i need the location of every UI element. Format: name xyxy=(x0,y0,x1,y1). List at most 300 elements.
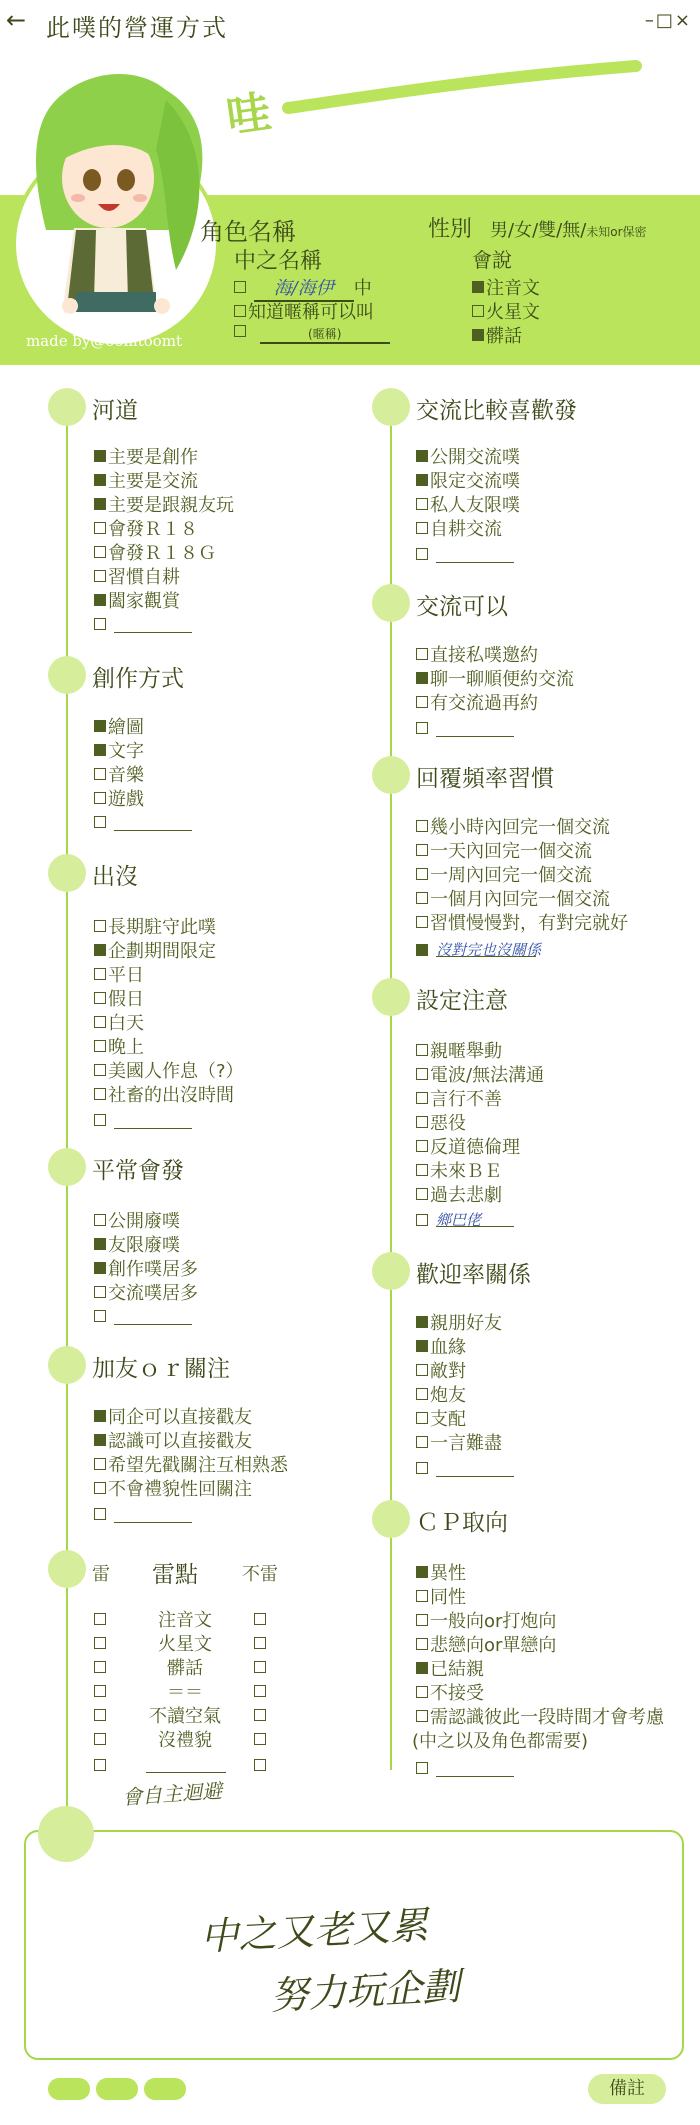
section-dot xyxy=(48,1346,86,1384)
checkbox[interactable] xyxy=(416,1164,428,1176)
trigger-label: ＝＝ xyxy=(167,1682,203,1703)
checklist-blank-item[interactable] xyxy=(416,718,514,742)
checkbox[interactable] xyxy=(94,474,106,486)
checkbox[interactable] xyxy=(416,844,428,856)
checkbox[interactable] xyxy=(94,498,106,510)
trigger-yes-checkbox[interactable] xyxy=(94,1637,106,1649)
speak-item xyxy=(472,274,540,300)
checkbox[interactable] xyxy=(94,768,106,780)
item-label: 直接私噗邀約 xyxy=(430,645,538,666)
trigger-yes-checkbox[interactable] xyxy=(94,1759,106,1771)
checklist-item[interactable] xyxy=(416,1040,502,1064)
checklist-item[interactable] xyxy=(94,446,198,470)
checklist-item[interactable] xyxy=(416,1312,502,1336)
speak-checkbox[interactable] xyxy=(472,305,484,317)
checklist-item[interactable] xyxy=(416,1408,466,1432)
checkbox[interactable] xyxy=(94,944,106,956)
section-dot xyxy=(372,584,410,622)
checklist-item[interactable] xyxy=(94,1454,288,1478)
checkbox[interactable] xyxy=(94,720,106,732)
item-label: 一般向or打炮向 xyxy=(430,1611,557,1632)
checkbox[interactable] xyxy=(416,1436,428,1448)
page-pill[interactable] xyxy=(48,2078,90,2100)
trigger-label: 注音文 xyxy=(158,1610,212,1631)
checklist-item[interactable] xyxy=(94,542,216,566)
checkbox[interactable] xyxy=(94,1458,106,1470)
nickname-checkbox[interactable] xyxy=(234,305,246,317)
page-pill[interactable] xyxy=(144,2078,186,2100)
checklist-blank-item[interactable] xyxy=(416,544,514,568)
section-dot xyxy=(372,756,410,794)
checklist-item[interactable] xyxy=(416,1160,502,1184)
gender-label: 性別 xyxy=(428,217,473,242)
checkbox[interactable] xyxy=(94,1040,106,1052)
checkbox[interactable] xyxy=(416,696,428,708)
trigger-row xyxy=(94,1730,108,1751)
blank-line xyxy=(114,618,192,633)
back-arrow-icon[interactable]: ← xyxy=(6,6,27,34)
checklist-item[interactable] xyxy=(416,1682,484,1706)
section-dot xyxy=(372,978,410,1016)
item-label: 一言難盡 xyxy=(430,1433,502,1454)
checklist-item[interactable] xyxy=(416,1384,466,1408)
item-label: 聊一聊順便約交流 xyxy=(430,669,574,690)
checklist-item[interactable] xyxy=(416,1610,556,1634)
blank-line xyxy=(436,548,514,563)
blank-line xyxy=(436,722,514,737)
checklist-item[interactable] xyxy=(416,1360,466,1384)
trigger-label: 不讀空氣 xyxy=(149,1706,221,1727)
checkbox[interactable] xyxy=(94,594,106,606)
checklist-item[interactable] xyxy=(94,566,180,590)
item-label: 主要是創作 xyxy=(108,447,198,468)
trigger-yes-checkbox[interactable] xyxy=(94,1613,106,1625)
checklist-item[interactable] xyxy=(94,518,198,542)
checklist-blank-item[interactable] xyxy=(94,1110,192,1134)
handwritten-note: 鄉巴佬 xyxy=(436,1211,482,1229)
trigger-no-checkbox[interactable] xyxy=(254,1759,266,1771)
checkbox[interactable] xyxy=(94,1434,106,1446)
trigger-row xyxy=(94,1658,108,1679)
item-label: 自耕交流 xyxy=(430,519,502,540)
item-label: 幾小時內回完一個交流 xyxy=(430,817,610,838)
checklist-item[interactable] xyxy=(416,1432,502,1456)
blank-line xyxy=(436,941,542,959)
checklist-item[interactable] xyxy=(416,1658,484,1682)
checklist-item[interactable] xyxy=(416,692,538,716)
checkbox[interactable] xyxy=(416,1388,428,1400)
checklist-item[interactable] xyxy=(94,590,180,614)
credit-line: made by@oomtoomt xyxy=(25,332,183,350)
trigger-col-right: 不雷 xyxy=(242,1564,278,1585)
checkbox[interactable] xyxy=(416,820,428,832)
item-label: 公開廢噗 xyxy=(108,1211,180,1232)
trigger-row xyxy=(94,1706,108,1727)
checkbox[interactable] xyxy=(416,722,428,734)
item-label: 會發Ｒ１８Ｇ xyxy=(108,543,216,564)
checklist-blank-item[interactable] xyxy=(416,1758,514,1782)
cp-extra-note: (中之以及角色都需要) xyxy=(412,1731,589,1752)
section-title-post: 平常會發 xyxy=(92,1158,184,1184)
checklist-blank-item[interactable] xyxy=(94,1504,192,1528)
section-dot xyxy=(372,1500,410,1538)
checklist-item[interactable] xyxy=(94,1406,252,1430)
checkbox[interactable] xyxy=(94,1508,106,1520)
speak-label-text: 髒話 xyxy=(486,326,522,347)
checkbox[interactable] xyxy=(94,1238,106,1250)
nickname-row xyxy=(234,298,374,324)
item-label: 音樂 xyxy=(108,765,144,786)
checkbox[interactable] xyxy=(416,522,428,534)
trigger-row xyxy=(94,1682,108,1703)
checklist-item[interactable] xyxy=(94,1084,234,1108)
blank-line xyxy=(436,1212,514,1227)
checklist-blank-item[interactable] xyxy=(94,1306,192,1330)
item-label: 反道德倫理 xyxy=(430,1137,520,1158)
section-title-interact: 交流比較喜歡發 xyxy=(416,398,577,424)
checkbox[interactable] xyxy=(416,1214,428,1226)
item-label: 平日 xyxy=(108,965,144,986)
checklist-item[interactable] xyxy=(416,912,628,936)
left-timeline xyxy=(66,410,68,1810)
item-label: 文字 xyxy=(108,741,144,762)
checklist-item[interactable] xyxy=(94,1478,252,1502)
checkbox[interactable] xyxy=(94,522,106,534)
trigger-row xyxy=(254,1730,268,1751)
trigger-row xyxy=(94,1756,108,1777)
item-label: 美國人作息（?） xyxy=(108,1061,244,1082)
item-label: 敵對 xyxy=(430,1361,466,1382)
checklist-item[interactable] xyxy=(94,740,144,764)
item-label: 闔家觀賞 xyxy=(108,591,180,612)
checkbox[interactable] xyxy=(416,1412,428,1424)
checklist-item[interactable] xyxy=(416,840,592,864)
item-label: 支配 xyxy=(430,1409,466,1430)
trigger-row xyxy=(254,1706,268,1727)
item-label: 社畜的出沒時間 xyxy=(108,1085,234,1106)
checklist-blank-item[interactable] xyxy=(94,812,192,836)
checklist-item[interactable] xyxy=(416,816,610,840)
checklist-item[interactable] xyxy=(94,788,144,812)
checkbox[interactable] xyxy=(416,1316,428,1328)
trigger-no-checkbox[interactable] xyxy=(254,1709,266,1721)
item-label: 主要是跟親友玩 xyxy=(108,495,234,516)
speak-item xyxy=(472,322,522,348)
item-label: 需認識彼此一段時間才會考慮 xyxy=(430,1707,664,1728)
item-label: 親暱舉動 xyxy=(430,1041,502,1062)
item-label: 繪圖 xyxy=(108,717,144,738)
checklist-item[interactable] xyxy=(94,716,144,740)
checkbox[interactable] xyxy=(94,546,106,558)
checklist-item[interactable] xyxy=(416,668,574,692)
item-label: 公開交流噗 xyxy=(430,447,520,468)
checkbox[interactable] xyxy=(416,474,428,486)
checklist-item[interactable] xyxy=(416,518,502,542)
item-label: 血緣 xyxy=(430,1337,466,1358)
section-dot xyxy=(48,656,86,694)
memo-text-line: 中之又老又累 xyxy=(199,1903,430,1959)
checkbox[interactable] xyxy=(94,792,106,804)
gender-extra-text: 未知or保密 xyxy=(586,225,647,239)
speak-checkbox[interactable] xyxy=(472,281,484,293)
section-title-cp: ＣＰ取向 xyxy=(416,1510,508,1536)
item-label: 私人友限噗 xyxy=(430,495,520,516)
nickname-blank-checkbox[interactable] xyxy=(234,325,246,337)
blank-line xyxy=(436,1462,514,1477)
checkbox[interactable] xyxy=(416,944,428,956)
checkbox[interactable] xyxy=(416,868,428,880)
checklist-item[interactable] xyxy=(416,470,520,494)
checkbox[interactable] xyxy=(416,1662,428,1674)
trigger-row xyxy=(254,1756,268,1777)
checkbox[interactable] xyxy=(94,1214,106,1226)
page-title: 此噗的營運方式 xyxy=(46,14,228,42)
item-label: 晚上 xyxy=(108,1037,144,1058)
checklist-item[interactable] xyxy=(416,888,610,912)
checklist-item[interactable] xyxy=(94,940,216,964)
trigger-col-left: 雷 xyxy=(92,1564,110,1585)
item-label: 親朋好友 xyxy=(430,1313,502,1334)
checkbox[interactable] xyxy=(94,1310,106,1322)
trigger-yes-checkbox[interactable] xyxy=(94,1661,106,1673)
checkbox[interactable] xyxy=(416,1590,428,1602)
checklist-blank-item[interactable] xyxy=(94,614,192,638)
item-label: 假日 xyxy=(108,989,144,1010)
trigger-no-checkbox[interactable] xyxy=(254,1661,266,1673)
trigger-blank-line xyxy=(146,1756,226,1773)
checkbox[interactable] xyxy=(94,570,106,582)
oc-name-value: 海/海伊 xyxy=(254,274,354,302)
checklist-item[interactable] xyxy=(94,764,144,788)
checkbox[interactable] xyxy=(416,892,428,904)
memo-dot xyxy=(38,1806,94,1862)
item-label: 悲戀向or單戀向 xyxy=(430,1635,557,1656)
item-label: 希望先戳關注互相熟悉 xyxy=(108,1455,288,1476)
checkbox[interactable] xyxy=(416,1188,428,1200)
checklist-item[interactable] xyxy=(94,1258,198,1282)
section-title-triggers: 雷點 xyxy=(152,1562,198,1588)
checklist-item[interactable] xyxy=(416,1088,502,1112)
checkbox[interactable] xyxy=(94,1064,106,1076)
checkbox[interactable] xyxy=(416,1638,428,1650)
section-dot xyxy=(48,1550,86,1588)
checklist-item[interactable] xyxy=(94,1036,144,1060)
top-bar xyxy=(0,0,700,44)
checkbox[interactable] xyxy=(94,1262,106,1274)
gender-options-text: 男/女/雙/無/ xyxy=(490,220,587,241)
checklist-item[interactable] xyxy=(94,470,198,494)
checkbox[interactable] xyxy=(94,968,106,980)
checklist-item[interactable] xyxy=(94,1012,144,1036)
checklist-item[interactable] xyxy=(416,446,520,470)
oc-name-label: 中之名稱 xyxy=(234,249,323,274)
window-controls-icon[interactable]: –□× xyxy=(644,10,692,31)
checklist-item[interactable] xyxy=(94,1234,180,1258)
section-title-create: 創作方式 xyxy=(92,666,184,692)
credit-line: the sheet is xyxy=(60,310,148,328)
item-label: 過去悲劇 xyxy=(430,1185,502,1206)
credit-text xyxy=(14,308,194,352)
item-label: 一天內回完一個交流 xyxy=(430,841,592,862)
checkbox[interactable] xyxy=(94,1482,106,1494)
blank-line xyxy=(114,1114,192,1129)
trigger-label: 沒禮貌 xyxy=(158,1730,212,1751)
checklist-item[interactable] xyxy=(416,864,592,888)
trigger-yes-checkbox[interactable] xyxy=(94,1709,106,1721)
checklist-item[interactable] xyxy=(94,1430,252,1454)
checkbox[interactable] xyxy=(416,1364,428,1376)
trigger-row xyxy=(254,1634,268,1655)
section-title-allowed: 交流可以 xyxy=(416,594,508,620)
item-label: 習慣自耕 xyxy=(108,567,180,588)
checkbox[interactable] xyxy=(416,1462,428,1474)
checklist-item[interactable] xyxy=(94,494,234,518)
item-label: 創作噗居多 xyxy=(108,1259,198,1280)
checkbox[interactable] xyxy=(416,450,428,462)
item-label: 認識可以直接戳友 xyxy=(108,1431,252,1452)
trigger-note: 會自主迴避 xyxy=(121,1778,223,1810)
checklist-item[interactable] xyxy=(94,1210,180,1234)
checkbox[interactable] xyxy=(416,1044,428,1056)
checkbox[interactable] xyxy=(416,1762,428,1774)
item-label: 企劃期間限定 xyxy=(108,941,216,962)
checklist-item[interactable] xyxy=(416,1586,466,1610)
trigger-no-checkbox[interactable] xyxy=(254,1613,266,1625)
checklist-item[interactable] xyxy=(94,1060,244,1084)
checkbox[interactable] xyxy=(94,1114,106,1126)
checkbox[interactable] xyxy=(416,548,428,560)
speak-label: 會說 xyxy=(472,248,512,272)
checkbox[interactable] xyxy=(416,1092,428,1104)
checklist-item[interactable] xyxy=(416,1336,466,1360)
checklist-item[interactable] xyxy=(416,644,538,668)
checkbox[interactable] xyxy=(416,1614,428,1626)
oc-name-suffix: 中 xyxy=(353,278,372,299)
item-label: 一個月內回完一個交流 xyxy=(430,889,610,910)
item-label: 惡役 xyxy=(430,1113,466,1134)
section-dot xyxy=(372,1252,410,1290)
item-label: 炮友 xyxy=(430,1385,466,1406)
checklist-item[interactable] xyxy=(416,1634,556,1658)
checkbox[interactable] xyxy=(94,1286,106,1298)
item-label: 主要是交流 xyxy=(108,471,198,492)
section-title-settings: 設定注意 xyxy=(416,988,508,1014)
trigger-row xyxy=(254,1610,268,1631)
checkbox[interactable] xyxy=(94,450,106,462)
item-label: 友限廢噗 xyxy=(108,1235,180,1256)
section-title-follow: 加友ｏｒ關注 xyxy=(92,1356,230,1382)
checkbox[interactable] xyxy=(416,1116,428,1128)
page-pill[interactable] xyxy=(96,2078,138,2100)
checklist-item[interactable] xyxy=(416,1184,502,1208)
checklist-blank-item[interactable] xyxy=(416,1458,514,1482)
section-title-welcome: 歡迎率關係 xyxy=(416,1262,531,1288)
checklist-item[interactable] xyxy=(416,1706,664,1730)
item-label: 習慣慢慢對，有對完就好 xyxy=(430,913,628,934)
checklist-item[interactable] xyxy=(94,916,216,940)
checkbox[interactable] xyxy=(94,618,106,630)
section-dot xyxy=(48,388,86,426)
checkbox[interactable] xyxy=(94,744,106,756)
trigger-no-checkbox[interactable] xyxy=(254,1685,266,1697)
blank-line xyxy=(114,1508,192,1523)
checklist-item[interactable] xyxy=(416,1562,466,1586)
checkbox[interactable] xyxy=(416,1710,428,1722)
trigger-row xyxy=(94,1610,108,1631)
checklist-blank-item[interactable] xyxy=(416,1210,514,1234)
checkbox[interactable] xyxy=(416,498,428,510)
section-title-river: 河道 xyxy=(92,398,138,424)
item-label: 遊戲 xyxy=(108,789,144,810)
trigger-row xyxy=(254,1682,268,1703)
item-label: 不會禮貌性回關注 xyxy=(108,1479,252,1500)
section-dot xyxy=(48,854,86,892)
checkbox[interactable] xyxy=(94,1410,106,1422)
checkbox[interactable] xyxy=(416,1340,428,1352)
character-name-label: 角色名稱 xyxy=(200,218,296,246)
checkbox[interactable] xyxy=(94,1088,106,1100)
avatar xyxy=(16,60,216,320)
item-label: 同性 xyxy=(430,1587,466,1608)
trigger-no-checkbox[interactable] xyxy=(254,1637,266,1649)
item-label: 會發Ｒ１８ xyxy=(108,519,198,540)
checkbox[interactable] xyxy=(416,1566,428,1578)
checkbox[interactable] xyxy=(416,916,428,928)
gender-options xyxy=(490,216,647,242)
checklist-item[interactable] xyxy=(94,1282,198,1306)
item-label: 有交流過再約 xyxy=(430,693,538,714)
item-label: 電波/無法溝通 xyxy=(430,1065,545,1086)
trigger-no-checkbox[interactable] xyxy=(254,1733,266,1745)
section-title-appear: 出沒 xyxy=(92,864,138,890)
oc-name-checkbox[interactable] xyxy=(234,281,246,293)
trigger-yes-checkbox[interactable] xyxy=(94,1733,106,1745)
brush-stroke-decoration xyxy=(282,56,642,126)
checkbox[interactable] xyxy=(416,672,428,684)
blank-line xyxy=(114,816,192,831)
checklist-item[interactable] xyxy=(416,1064,544,1088)
checklist-item[interactable] xyxy=(94,964,144,988)
trigger-label: 火星文 xyxy=(158,1634,212,1655)
item-label: 同企可以直接戳友 xyxy=(108,1407,252,1428)
checkbox[interactable] xyxy=(94,816,106,828)
checklist-item[interactable] xyxy=(416,494,520,518)
trigger-label: 髒話 xyxy=(167,1658,203,1679)
memo-button[interactable]: 備註 xyxy=(588,2074,666,2104)
checklist-item[interactable] xyxy=(416,1136,520,1160)
trigger-row xyxy=(94,1634,108,1655)
checkbox[interactable] xyxy=(416,1140,428,1152)
checkbox[interactable] xyxy=(94,1016,106,1028)
checklist-blank-item[interactable] xyxy=(416,940,542,964)
checkbox[interactable] xyxy=(416,1068,428,1080)
item-label: 異性 xyxy=(430,1563,466,1584)
speak-label-text: 火星文 xyxy=(486,302,540,323)
speak-item xyxy=(472,298,540,324)
speak-checkbox[interactable] xyxy=(472,329,484,341)
checkbox[interactable] xyxy=(94,992,106,1004)
trigger-yes-checkbox[interactable] xyxy=(94,1685,106,1697)
handwritten-note: 沒對完也沒關係 xyxy=(436,941,542,959)
checkbox[interactable] xyxy=(416,648,428,660)
nickname-blank-row xyxy=(234,322,390,344)
blank-line xyxy=(114,1310,192,1325)
checkbox[interactable] xyxy=(94,920,106,932)
checklist-item[interactable] xyxy=(416,1112,466,1136)
checkbox[interactable] xyxy=(416,1686,428,1698)
checklist-item[interactable] xyxy=(94,988,144,1012)
item-label: 限定交流噗 xyxy=(430,471,520,492)
